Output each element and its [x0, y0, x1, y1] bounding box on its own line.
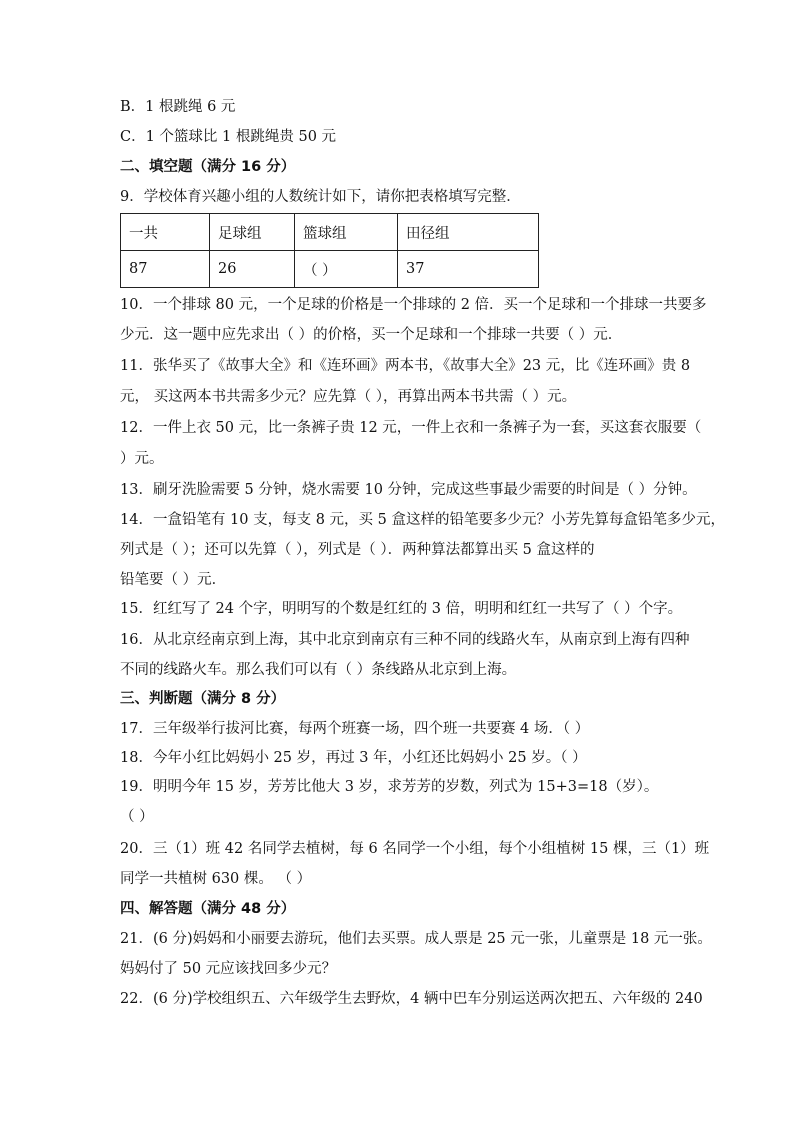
- table-row: [121, 251, 539, 288]
- question-10-line-1: 10．一个排球 80 元，一个足球的价格是一个排球的 2 倍．买一个足球和一个排球一共要多: [120, 297, 707, 313]
- table-header-total: 一共: [121, 214, 210, 251]
- question-17: 17．三年级举行拔河比赛，每两个班赛一场，四个班一共要赛 4 场．（ ）: [120, 721, 590, 737]
- question-12-line-2: ）元。: [120, 451, 164, 467]
- table-cell-total: 87: [121, 251, 210, 288]
- question-14-line-1: 14．一盒铅笔有 10 支，每支 8 元，买 5 盒这样的铅笔要多少元？小芳先算每盒铅笔多少元，: [120, 512, 726, 528]
- option-c: C．1 个篮球比 1 根跳绳贵 50 元: [120, 129, 337, 145]
- table-row: [121, 214, 539, 251]
- question-15: 15．红红写了 24 个字，明明写的个数是红红的 3 倍，明明和红红一共写了（ ）个字。: [120, 601, 683, 617]
- question-14-line-3: 铅笔要（ ）元．: [120, 572, 227, 588]
- question-21-line-1: 21．(6 分)妈妈和小丽要去游玩，他们去买票。成人票是 25 元一张，儿童票是 18 元一张。: [120, 931, 712, 947]
- question-11-line-2: 元， 买这两本书共需多少元？应先算（ ），再算出两本书共需（ ）元。: [120, 389, 577, 405]
- question-18: 18．今年小红比妈妈小 25 岁，再过 3 年，小红还比妈妈小 25 岁。（ ）: [120, 750, 587, 766]
- table-header-track: 田径组: [398, 214, 539, 251]
- section-true-false-title: 三、判断题（满分 8 分）: [120, 691, 286, 707]
- section-problems-title: 四、解答题（满分 48 分）: [120, 901, 296, 917]
- question-13: 13．刷牙洗脸需要 5 分钟，烧水需要 10 分钟，完成这些事最少需要的时间是（ ）分钟。: [120, 482, 697, 498]
- section-fill-in-title: 二、填空题（满分 16 分）: [120, 159, 296, 175]
- question-19-line-2: （ ）: [120, 809, 154, 825]
- question-21-line-2: 妈妈付了 50 元应该找回多少元？: [120, 961, 337, 977]
- question-9: 9．学校体育兴趣小组的人数统计如下，请你把表格填写完整．: [120, 189, 521, 205]
- question-11-line-1: 11．张华买了《故事大全》和《连环画》两本书，《故事大全》23 元，比《连环画》贵 8: [120, 358, 691, 374]
- stats-table: [120, 213, 539, 288]
- question-19-line-1: 19．明明今年 15 岁，芳芳比他大 3 岁，求芳芳的岁数，列式为 15+3=18（岁）。: [120, 779, 659, 795]
- question-16-line-1: 16．从北京经南京到上海，其中北京到南京有三种不同的线路火车，从南京到上海有四种: [120, 632, 690, 648]
- table-header-basketball: 篮球组: [295, 214, 398, 251]
- table-cell-basketball-blank[interactable]: （ ）: [295, 251, 398, 288]
- question-20-line-2: 同学一共植树 630 棵。 （ ）: [120, 871, 312, 887]
- option-b: B．1 根跳绳 6 元: [120, 99, 236, 115]
- question-22-line-1: 22．(6 分)学校组织五、六年级学生去野炊，4 辆中巴车分别运送两次把五、六年级的 240: [120, 991, 703, 1007]
- question-12-line-1: 12．一件上衣 50 元，比一条裤子贵 12 元，一件上衣和一条裤子为一套，买这套衣服要（: [120, 420, 702, 436]
- question-20-line-1: 20．三（1）班 42 名同学去植树，每 6 名同学一个小组，每个小组植树 15 棵，三（1）班: [120, 841, 710, 857]
- question-16-line-2: 不同的线路火车。那么我们可以有（ ）条线路从北京到上海。: [120, 662, 517, 678]
- question-14-line-2: 列式是（ ）；还可以先算（ ），列式是（ ）．两种算法都算出买 5 盒这样的: [120, 542, 595, 558]
- table-cell-football: 26: [210, 251, 295, 288]
- question-10-line-2: 少元．这一题中应先求出（ ）的价格，买一个足球和一个排球一共要（ ）元．: [120, 327, 623, 343]
- table-header-football: 足球组: [210, 214, 295, 251]
- table-cell-track: 37: [398, 251, 539, 288]
